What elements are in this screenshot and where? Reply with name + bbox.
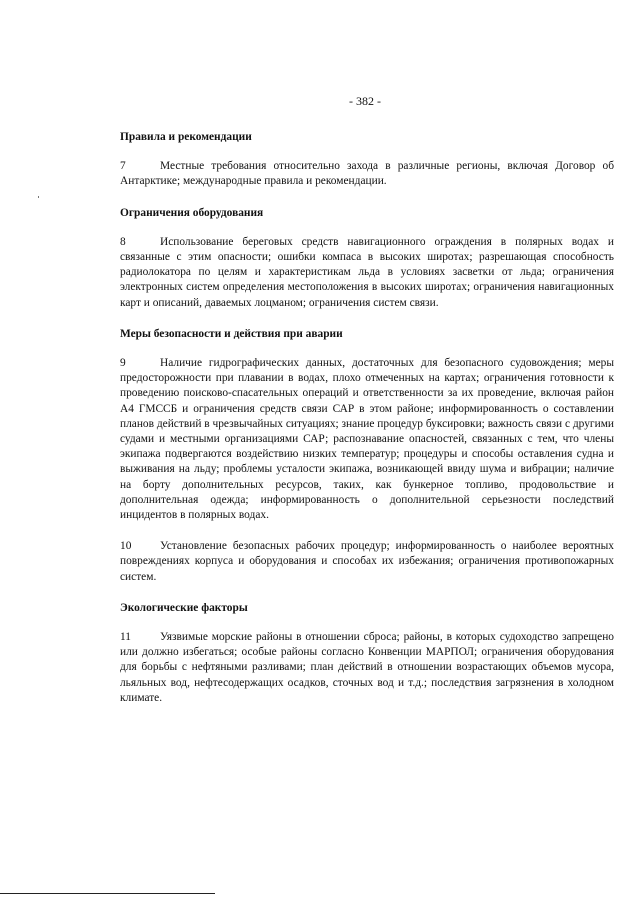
paragraph-text: Использование береговых средств навигационного ограждения в полярных водах и связанные с этим опасности; ошибки компаса в высоких широтах; разрешающая способность радиолокатора по целям и характеристикам льда в условиях засветки от льда; ограничения электронных систем определения местоположения в высоких широтах; ограничения навигационных карт и описаний, даваемых лоцманом; ограничения систем связи. <box>120 235 614 309</box>
document-body <box>120 130 614 722</box>
paragraph-number: 9 <box>120 357 126 370</box>
paragraph-number: 7 <box>120 160 126 173</box>
section-heading: Правила и рекомендации <box>120 131 252 143</box>
paragraph-10 <box>120 539 614 585</box>
paragraph-text: Местные требования относительно захода в различные регионы, включая Договор об Антарктике; международные правила и рекомендации. <box>120 160 614 188</box>
section-heading: Ограничения оборудования <box>120 206 264 219</box>
paragraph-text: Наличие гидрографических данных, достаточных для безопасного судовождения; меры предосторожности при плавании в водах, плохо отмеченных на картах; ограничения готовности к проведению поисково-спасательных операций и ответственности за их проведение, включая район А4 ГМССБ и ограничения средств связи САР в этом районе; информированность о составлении планов действий в чрезвычайных ситуациях; знание процедур буксировки; важность связи с другими судами и местными организациями САР; распознавание опасностей, связанных с тем, что члены экипажа подвергаются воздействию низких температур; процедуры и способы оставления судна и выживания на льду; проблемы усталости экипажа, возникающей ввиду шума и вибрации; наличие на борту дополнительных ресурсов, таких, как бункерное топливо, продовольствие и дополнительная одежда; информированность о дополнительной серьезности последствий инцидентов в полярных водах. <box>120 357 614 522</box>
paragraph-number: 11 <box>120 631 131 644</box>
section-heading: Меры безопасности и действия при аварии <box>120 327 343 340</box>
footer-rule <box>0 893 215 894</box>
paragraph-8 <box>120 235 614 311</box>
margin-mark <box>38 196 39 198</box>
section-heading: Экологические факторы <box>120 601 248 614</box>
paragraph-text: Установление безопасных рабочих процедур; информированность о наиболее вероятных повреждениях корпуса и оборудования и способах их избежания; ограничения противопожарных систем. <box>120 540 614 583</box>
paragraph-7 <box>120 159 614 189</box>
paragraph-text: Уязвимые морские районы в отношении сброса; районы, в которых судоходство запрещено или должно избегаться; особые районы согласно Конвенции МАРПОЛ; ограничения оборудования для борьбы с нефтяными разливами; план действий в отношении возрастающих объемов мусора, льяльных вод, нефтесодержащих осадков, сточных вод и т.д.; последствия загрязнения в холодном климате. <box>120 631 614 704</box>
paragraph-number: 10 <box>120 540 132 553</box>
paragraph-9 <box>120 356 614 523</box>
paragraph-number: 8 <box>120 235 126 248</box>
paragraph-11 <box>120 630 614 706</box>
page-number: - 382 - <box>349 94 381 108</box>
